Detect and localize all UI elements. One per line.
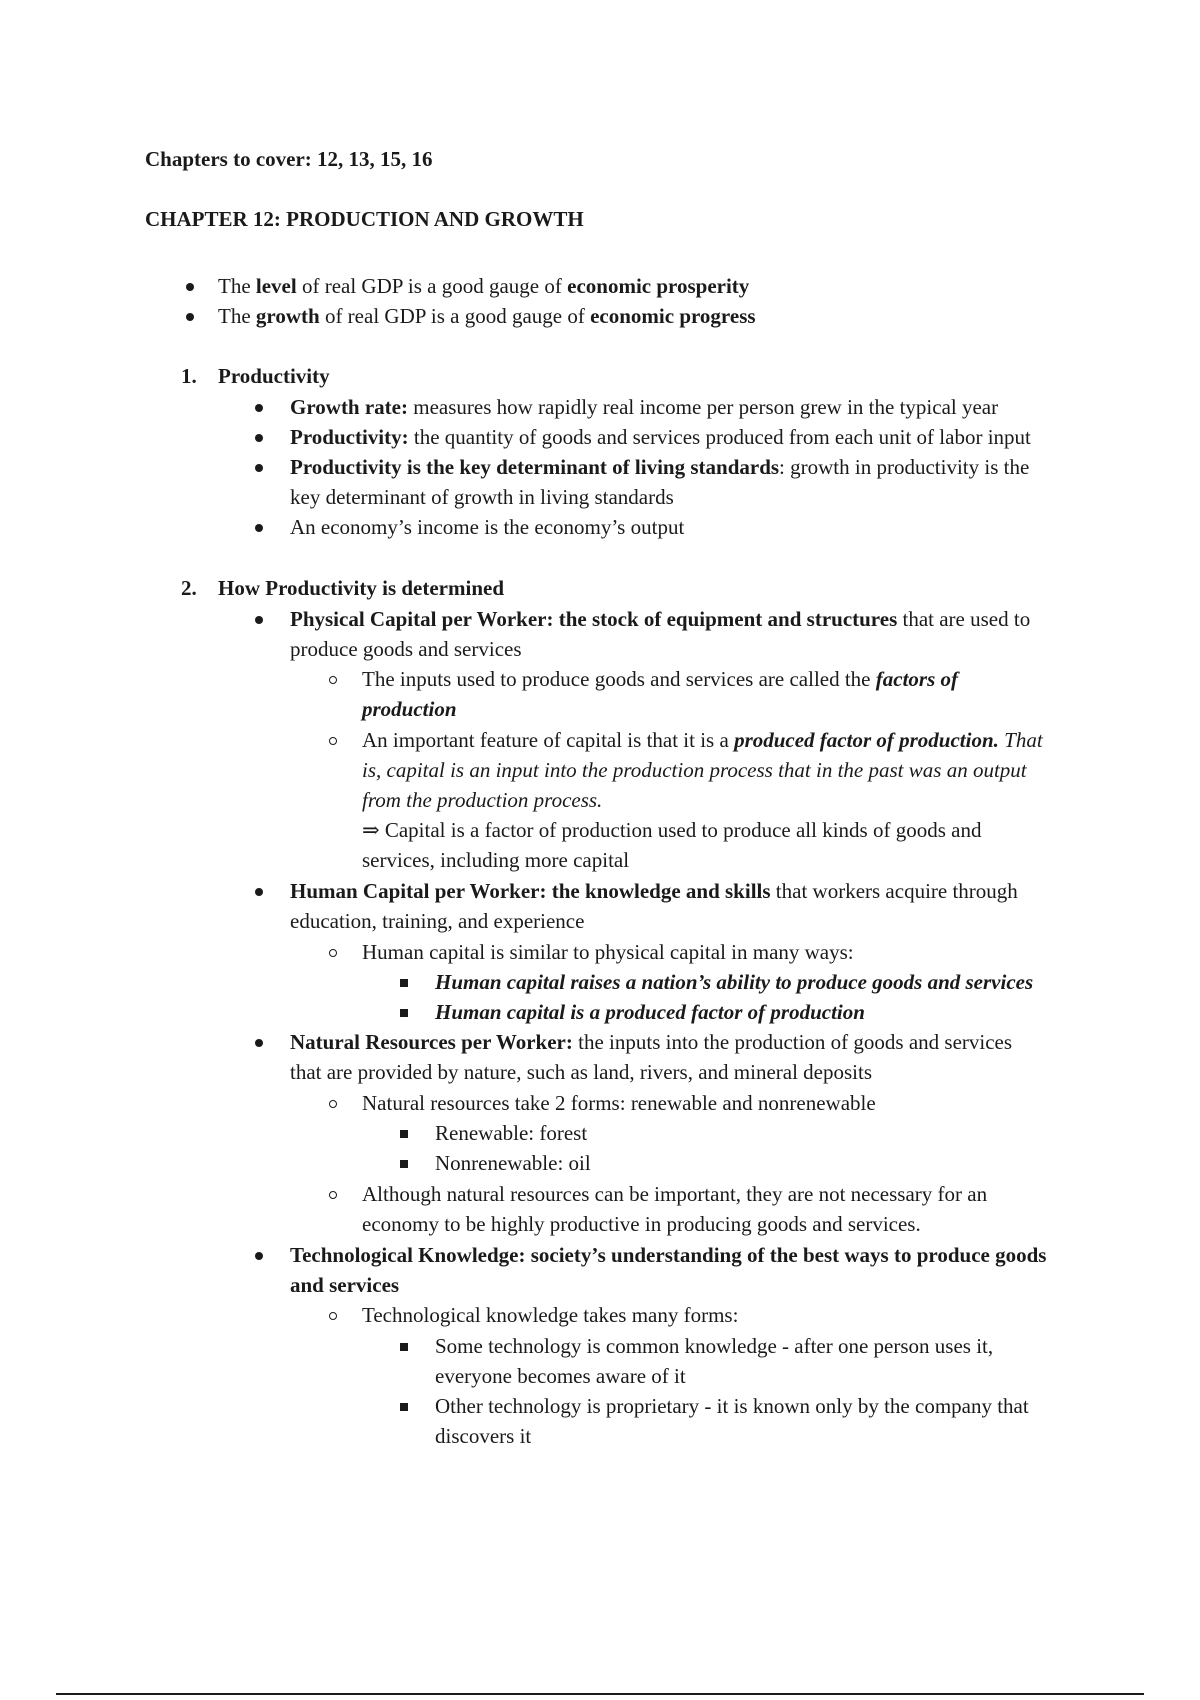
section-number: 1.: [181, 364, 197, 388]
bullet-living-standards: Productivity is the key determinant of living standards: growth in productivity is the: [290, 455, 1030, 479]
bullet-icon: [255, 876, 265, 906]
bullet-human-capital: Human Capital per Worker: the knowledge and skills that workers acquire through: [290, 879, 1018, 903]
hollow-bullet-icon: [329, 1179, 339, 1209]
sub-natural-not-necessary: Although natural resources can be important, they are not necessary for an: [362, 1182, 988, 1206]
bullet-icon: [186, 271, 196, 301]
sub-produced-factor-line5: services, including more capital: [362, 848, 630, 872]
intro-bullet-growth: The growth of real GDP is a good gauge of economic progress: [218, 304, 756, 328]
sq-human-produced: Human capital is a produced factor of production: [435, 1000, 865, 1024]
square-bullet-icon: [400, 1118, 410, 1148]
bullet-technological-knowledge-cont: and services: [290, 1273, 400, 1297]
sq-common-knowledge: Some technology is common knowledge - after one person uses it,: [435, 1334, 994, 1358]
sub-produced-factor-line4: ⇒ Capital is a factor of production used to produce all kinds of goods and: [362, 818, 982, 842]
bullet-living-standards-cont: key determinant of growth in living standards: [290, 485, 674, 509]
sq-common-knowledge-cont: everyone becomes aware of it: [435, 1364, 686, 1388]
square-bullet-icon: [400, 1391, 410, 1421]
bullet-income-output: An economy’s income is the economy’s output: [290, 515, 685, 539]
hollow-bullet-icon: [329, 1088, 339, 1118]
intro-bullet-level: The level of real GDP is a good gauge of economic prosperity: [218, 274, 750, 298]
bullet-icon: [255, 422, 265, 452]
sub-produced-factor: An important feature of capital is that it is a produced factor of production. That: [362, 728, 1043, 752]
square-bullet-icon: [400, 997, 410, 1027]
bullet-icon: [255, 512, 265, 542]
sub-factors-of-production-cont: production: [362, 697, 457, 721]
hollow-bullet-icon: [329, 664, 339, 694]
sq-nonrenewable: Nonrenewable: oil: [435, 1151, 591, 1175]
page-bottom-rule: [56, 1693, 1144, 1695]
sub-factors-of-production: The inputs used to produce goods and services are called the factors of: [362, 667, 959, 691]
bullet-growth-rate: Growth rate: measures how rapidly real income per person grew in the typical year: [290, 395, 999, 419]
bullet-natural-resources: Natural Resources per Worker: the inputs into the production of goods and services: [290, 1030, 1013, 1054]
sub-human-similar: Human capital is similar to physical capital in many ways:: [362, 940, 854, 964]
bullet-icon: [255, 604, 265, 634]
sq-human-raises: Human capital raises a nation’s ability to produce goods and services: [435, 970, 1034, 994]
bullet-icon: [255, 1240, 265, 1270]
sq-proprietary: Other technology is proprietary - it is known only by the company that: [435, 1394, 1029, 1418]
chapter-title: CHAPTER 12: PRODUCTION AND GROWTH: [145, 207, 584, 231]
sq-renewable: Renewable: forest: [435, 1121, 588, 1145]
bullet-icon: [186, 301, 196, 331]
section-title-determined: How Productivity is determined: [218, 576, 505, 600]
bullet-icon: [255, 1027, 265, 1057]
bullet-physical-capital: Physical Capital per Worker: the stock of equipment and structures that are used to: [290, 607, 1031, 631]
bullet-productivity: Productivity: the quantity of goods and services produced from each unit of labor input: [290, 425, 1031, 449]
bullet-technological-knowledge: Technological Knowledge: society’s understanding of the best ways to produce goods: [290, 1243, 1047, 1267]
square-bullet-icon: [400, 1331, 410, 1361]
bullet-icon: [255, 392, 265, 422]
bullet-physical-capital-cont: produce goods and services: [290, 637, 522, 661]
sub-natural-not-necessary-cont: economy to be highly productive in producing goods and services.: [362, 1212, 921, 1236]
sub-produced-factor-line3: from the production process.: [362, 788, 603, 812]
hollow-bullet-icon: [329, 1300, 339, 1330]
bullet-natural-resources-cont: that are provided by nature, such as land, rivers, and mineral deposits: [290, 1060, 872, 1084]
square-bullet-icon: [400, 967, 410, 997]
hollow-bullet-icon: [329, 937, 339, 967]
bullet-icon: [255, 452, 265, 482]
sub-natural-forms: Natural resources take 2 forms: renewable and nonrenewable: [362, 1091, 876, 1115]
section-title-productivity: Productivity: [218, 364, 330, 388]
square-bullet-icon: [400, 1148, 410, 1178]
section-number: 2.: [181, 576, 197, 600]
hollow-bullet-icon: [329, 725, 339, 755]
bullet-human-capital-cont: education, training, and experience: [290, 909, 585, 933]
sub-tech-forms: Technological knowledge takes many forms:: [362, 1303, 739, 1327]
chapters-to-cover: Chapters to cover: 12, 13, 15, 16: [145, 147, 433, 171]
sub-produced-factor-line2: is, capital is an input into the production process that in the past was an output: [362, 758, 1027, 782]
sq-proprietary-cont: discovers it: [435, 1424, 532, 1448]
